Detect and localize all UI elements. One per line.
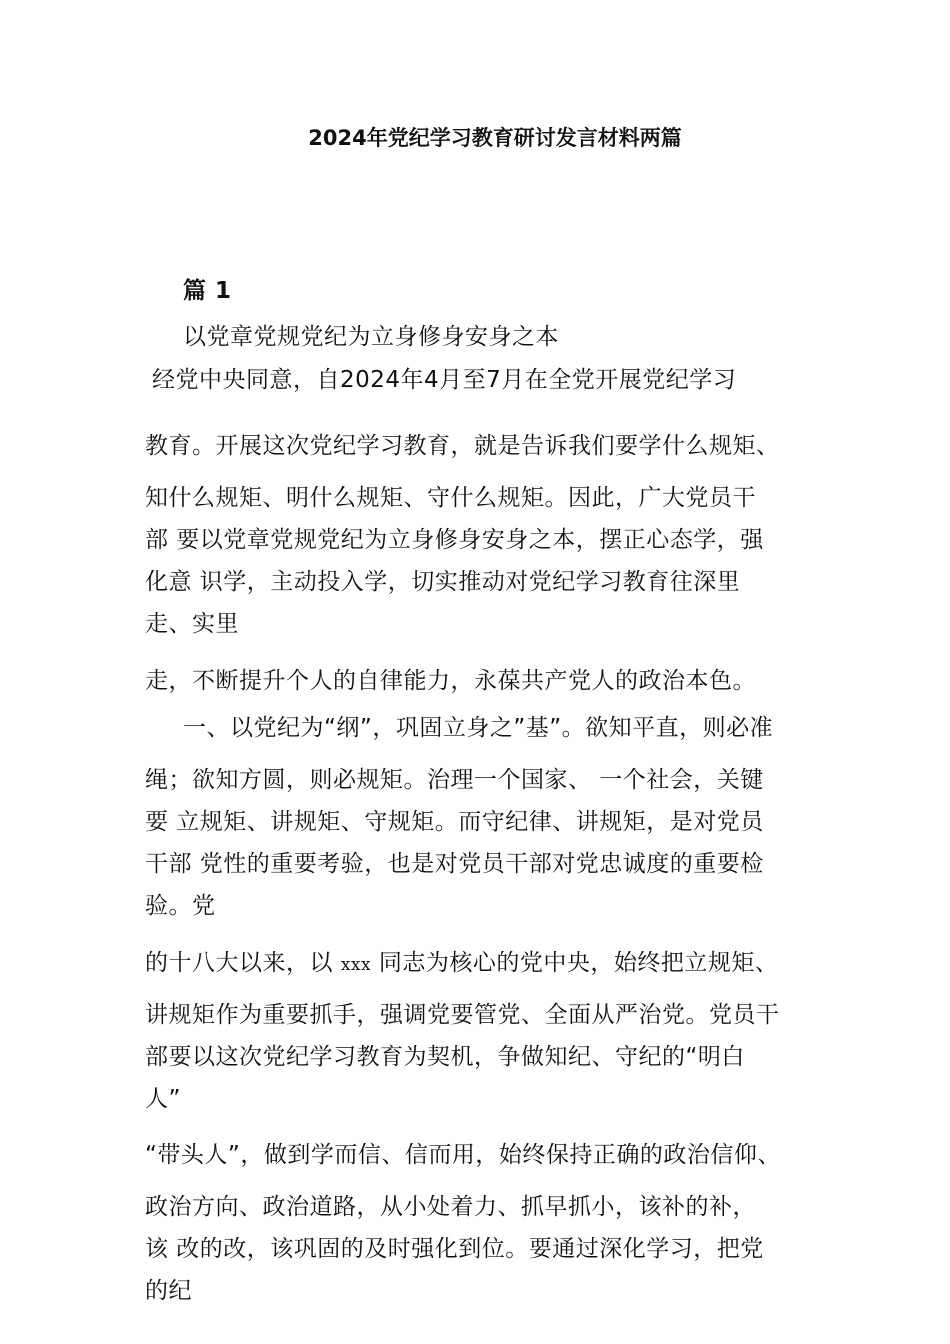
body-line-20: 的纪 xyxy=(145,1278,192,1304)
body-line-9: 绳；欲知方圆，则必规矩。治理一个国家、 一个社会，关键 xyxy=(145,767,764,793)
body-line-11: 干部 党性的重要考验，也是对党员干部对党忠诚度的重要检 xyxy=(145,851,764,877)
body-line-17: “带头人”，做到学而信、信而用，始终保持正确的政治信仰、 xyxy=(145,1142,781,1168)
body-line-13-start: 的十八大以来，以 xyxy=(145,950,333,976)
section-label: 篇 1 xyxy=(183,278,232,304)
body-line-14: 讲规矩作为重要抓手，强调党要管党、全面从严治党。党员干 xyxy=(145,1002,780,1028)
body-line-15: 部要以这次党纪学习教育为契机，争做知纪、守纪的“明白 xyxy=(145,1044,745,1070)
body-line-1: 经党中央同意，自2024年4月至7月在全党开展党纪学习 xyxy=(152,367,737,393)
body-line-10: 要 立规矩、讲规矩、守规矩。而守纪律、讲规矩，是对党员 xyxy=(145,809,764,835)
placeholder-name: xxx xyxy=(340,955,372,975)
body-line-12: 验。党 xyxy=(145,893,216,919)
body-line-5: 化意 识学，主动投入学，切实推动对党纪学习教育往深里 xyxy=(145,569,741,595)
body-line-8: 一、以党纪为“纲”，巩固立身之”基”。欲知平直，则必准 xyxy=(183,715,774,741)
body-line-4: 部 要以党章党规党纪为立身修身安身之本，摆正心态学，强 xyxy=(145,527,764,553)
body-line-19: 该 改的改，该巩固的及时强化到位。要通过深化学习，把党 xyxy=(145,1236,764,1262)
body-line-2: 教育。开展这次党纪学习教育，就是告诉我们要学什么规矩、 xyxy=(145,433,780,459)
body-line-13 xyxy=(145,948,778,980)
body-line-13-end: 同志为核心的党中央，始终把立规矩、 xyxy=(378,950,779,976)
document-title: 2024年党纪学习教育研讨发言材料两篇 xyxy=(308,126,682,150)
body-line-7: 走，不断提升个人的自律能力，永葆共产党人的政治本色。 xyxy=(145,668,756,694)
body-line-6: 走、实里 xyxy=(145,611,239,637)
section-subtitle: 以党章党规党纪为立身修身安身之本 xyxy=(183,324,559,350)
body-line-16: 人” xyxy=(145,1086,181,1112)
body-line-3: 知什么规矩、明什么规矩、守什么规矩。因此，广大党员干 xyxy=(145,485,756,511)
body-line-18: 政治方向、政治道路，从小处着力、抓早抓小，该补的补， xyxy=(145,1194,756,1220)
